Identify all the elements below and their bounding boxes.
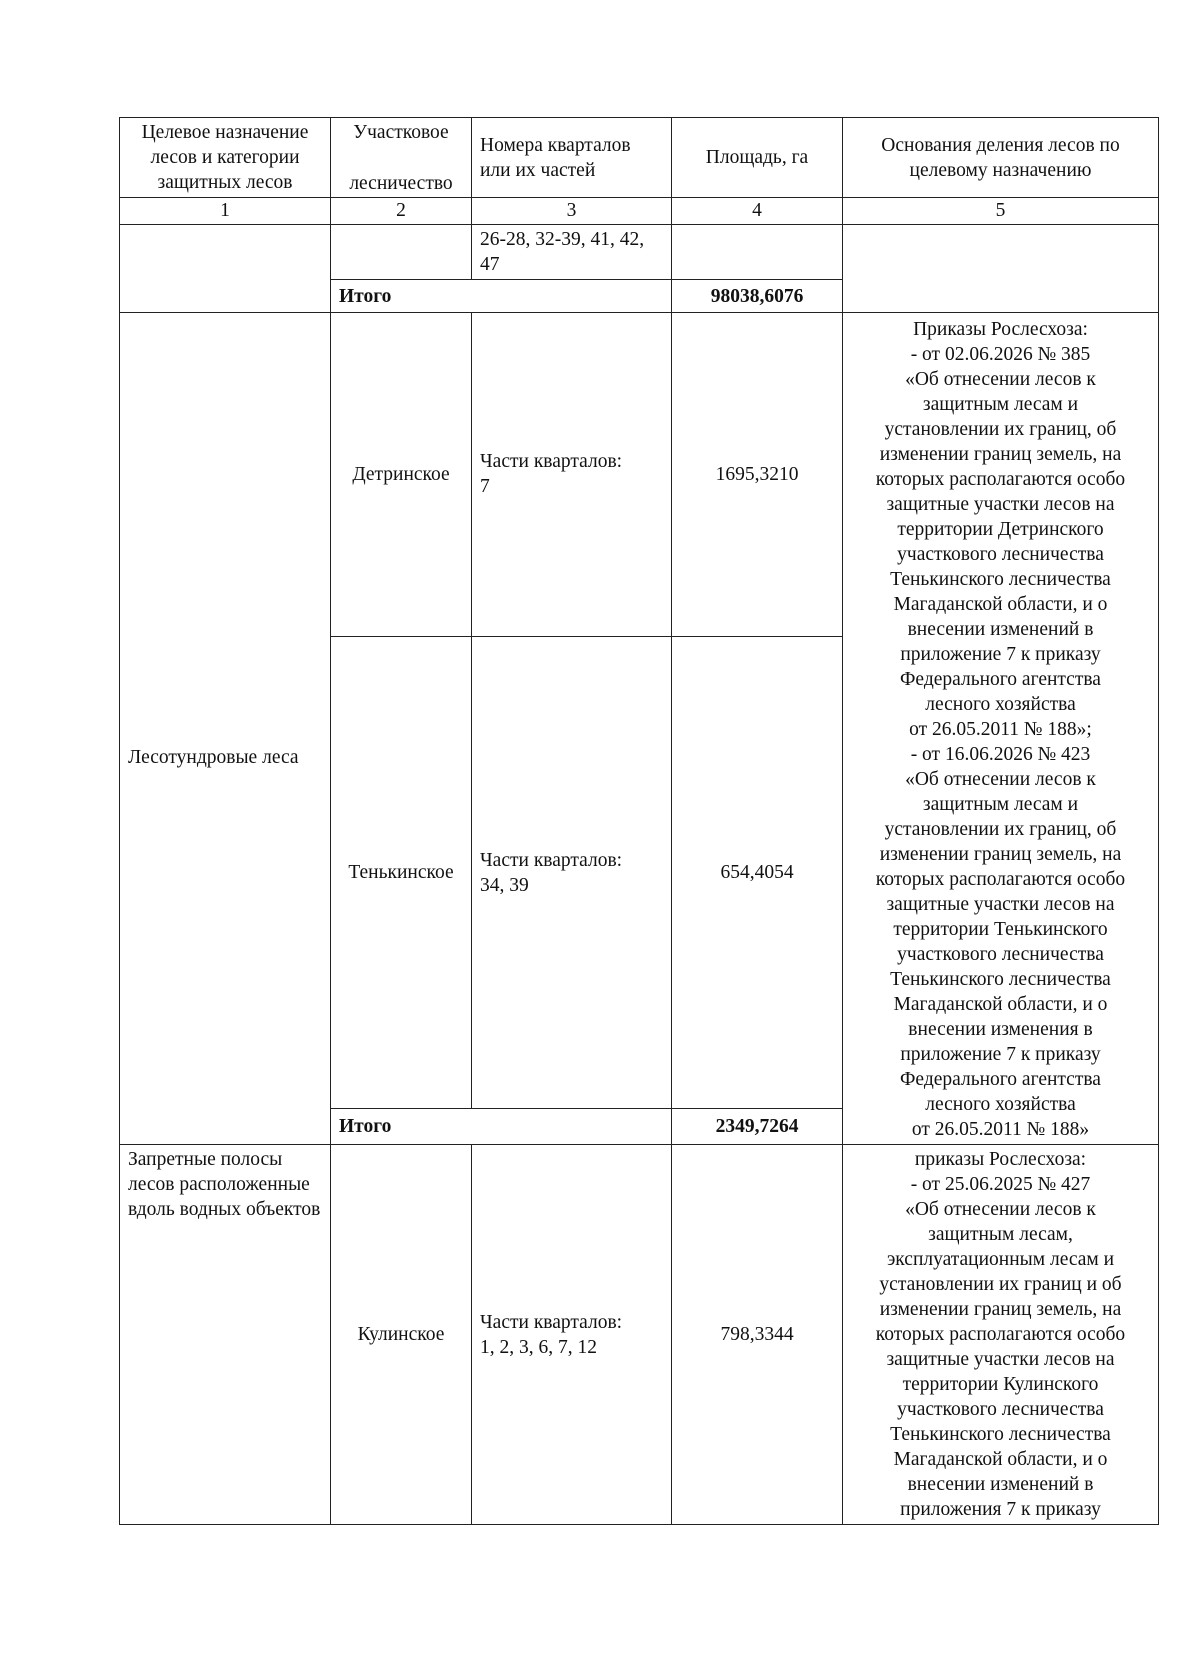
basis-text [851,1147,1150,1522]
area-kulinskoe: 798,3344 [672,1145,843,1525]
basis-line: защитные участки лесов на [886,1349,1115,1370]
basis-line: территории Тенькинского [893,919,1108,940]
basis-line: «Об отнесении лесов к [905,769,1096,790]
basis-line: изменении границ земель, на [879,444,1122,465]
basis-line: Тенькинского лесничества [890,569,1111,590]
category-zapretnye: Запретные полосы лесов расположенные вдоль водных объектов [120,1145,331,1525]
quarters-tenkinskoe [472,636,672,1109]
basis-line: Магаданской области, и о [893,594,1108,615]
basis-line: - от 25.06.2025 № 427 [910,1174,1091,1195]
basis-line: установлении их границ, об [884,419,1117,440]
basis-line: от 26.05.2011 № 188» [911,1119,1090,1140]
basis-line: изменении границ земель, на [879,1299,1122,1320]
basis-line: приказы Рослесхоза: [914,1149,1087,1170]
basis-line: Приказы Рослесхоза: [913,319,1088,340]
district-tenkinskoe: Тенькинское [331,636,472,1109]
quarters-detrinskoe [472,313,672,637]
basis-line: Федерального агентства [900,1069,1101,1090]
continuation-quarters: 26-28, 32-39, 41, 42, 47 [472,225,672,280]
header-basis: Основания деления лесов по целевому назначению [843,118,1159,198]
basis-line: защитные участки лесов на [886,494,1115,515]
district-detrinskoe: Детринское [331,313,472,637]
basis-line: приложение 7 к приказу [900,1044,1101,1065]
column-number: 5 [843,198,1159,225]
basis-line: которых располагаются особо [875,869,1126,890]
basis-line: приложение 7 к приказу [900,644,1101,665]
basis-line: установлении их границ, об [884,819,1117,840]
basis-line: защитным лесам и [922,394,1079,415]
basis-line: защитным лесам, [928,1224,1073,1245]
column-number: 4 [672,198,843,225]
basis-line: изменении границ земель, на [879,844,1122,865]
quarters-list: 7 [480,476,490,498]
header-district [331,118,472,198]
table-header-row [120,118,1159,198]
lesotundra-total-value: 2349,7264 [672,1109,843,1145]
basis-line: - от 16.06.2026 № 423 [910,744,1091,765]
basis-line: которых располагаются особо [875,469,1126,490]
continuation-basis-cell [843,225,1159,313]
basis-line: эксплуатационным лесам и [886,1249,1115,1270]
header-area: Площадь, га [672,118,843,198]
basis-text [851,317,1150,1142]
basis-zapretnye [843,1145,1159,1525]
basis-line: - от 02.06.2026 № 385 [910,344,1091,365]
category-lesotundra: Лесотундровые леса [120,313,331,1145]
column-number-row [120,198,1159,225]
continuation-category-cell [120,225,331,313]
header-quarters: Номера кварталов или их частей [472,118,672,198]
header-purpose: Целевое назначение лесов и категории защитных лесов [120,118,331,198]
header-district-top: Участковое [353,121,449,143]
basis-line: «Об отнесении лесов к [905,369,1096,390]
continuation-area-cell [672,225,843,280]
basis-line: которых располагаются особо [875,1324,1126,1345]
basis-line: территории Детринского [897,519,1104,540]
column-number: 1 [120,198,331,225]
basis-line: участкового лесничества [897,544,1104,565]
basis-line: «Об отнесении лесов к [905,1199,1096,1220]
basis-line: внесении изменений в [907,1474,1094,1495]
table-row-detrinskoe [120,313,1159,637]
continuation-total-label: Итого [331,280,672,313]
basis-line: от 26.05.2011 № 188»; [909,719,1092,740]
quarters-label: Части кварталов: [480,849,623,871]
basis-line: Тенькинского лесничества [890,969,1111,990]
basis-line: Магаданской области, и о [893,994,1108,1015]
basis-line: лесного хозяйства [925,694,1076,715]
header-district-bottom: лесничество [349,172,453,194]
basis-line: Магаданской области, и о [893,1449,1108,1470]
quarters-label: Части кварталов: [480,451,623,473]
basis-line: Тенькинского лесничества [890,1424,1111,1445]
basis-line: защитные участки лесов на [886,894,1115,915]
quarters-list: 1, 2, 3, 6, 7, 12 [480,1336,597,1358]
basis-line: лесного хозяйства [925,1094,1076,1115]
basis-line: Федерального агентства [900,669,1101,690]
continuation-district-cell [331,225,472,280]
area-tenkinskoe: 654,4054 [672,636,843,1109]
basis-line: внесении изменений в [907,619,1094,640]
basis-line: защитным лесам и [922,794,1079,815]
area-detrinskoe: 1695,3210 [672,313,843,637]
quarters-label: Части кварталов: [480,1311,623,1333]
quarters-kulinskoe [472,1145,672,1525]
table-row-kulinskoe [120,1145,1159,1525]
continuation-total-value: 98038,6076 [672,280,843,313]
lesotundra-total-label: Итого [331,1109,672,1145]
column-number: 3 [472,198,672,225]
district-kulinskoe: Кулинское [331,1145,472,1525]
forest-purpose-table [119,117,1159,1525]
basis-line: участкового лесничества [897,1399,1104,1420]
basis-line: участкового лесничества [897,944,1104,965]
basis-lesotundra [843,313,1159,1145]
basis-line: приложения 7 к приказу [900,1499,1101,1520]
basis-line: установлении их границ и об [879,1274,1122,1295]
basis-line: внесении изменения в [908,1019,1093,1040]
continuation-row [120,225,1159,280]
column-number: 2 [331,198,472,225]
quarters-list: 34, 39 [480,874,529,896]
basis-line: территории Кулинского [902,1374,1099,1395]
